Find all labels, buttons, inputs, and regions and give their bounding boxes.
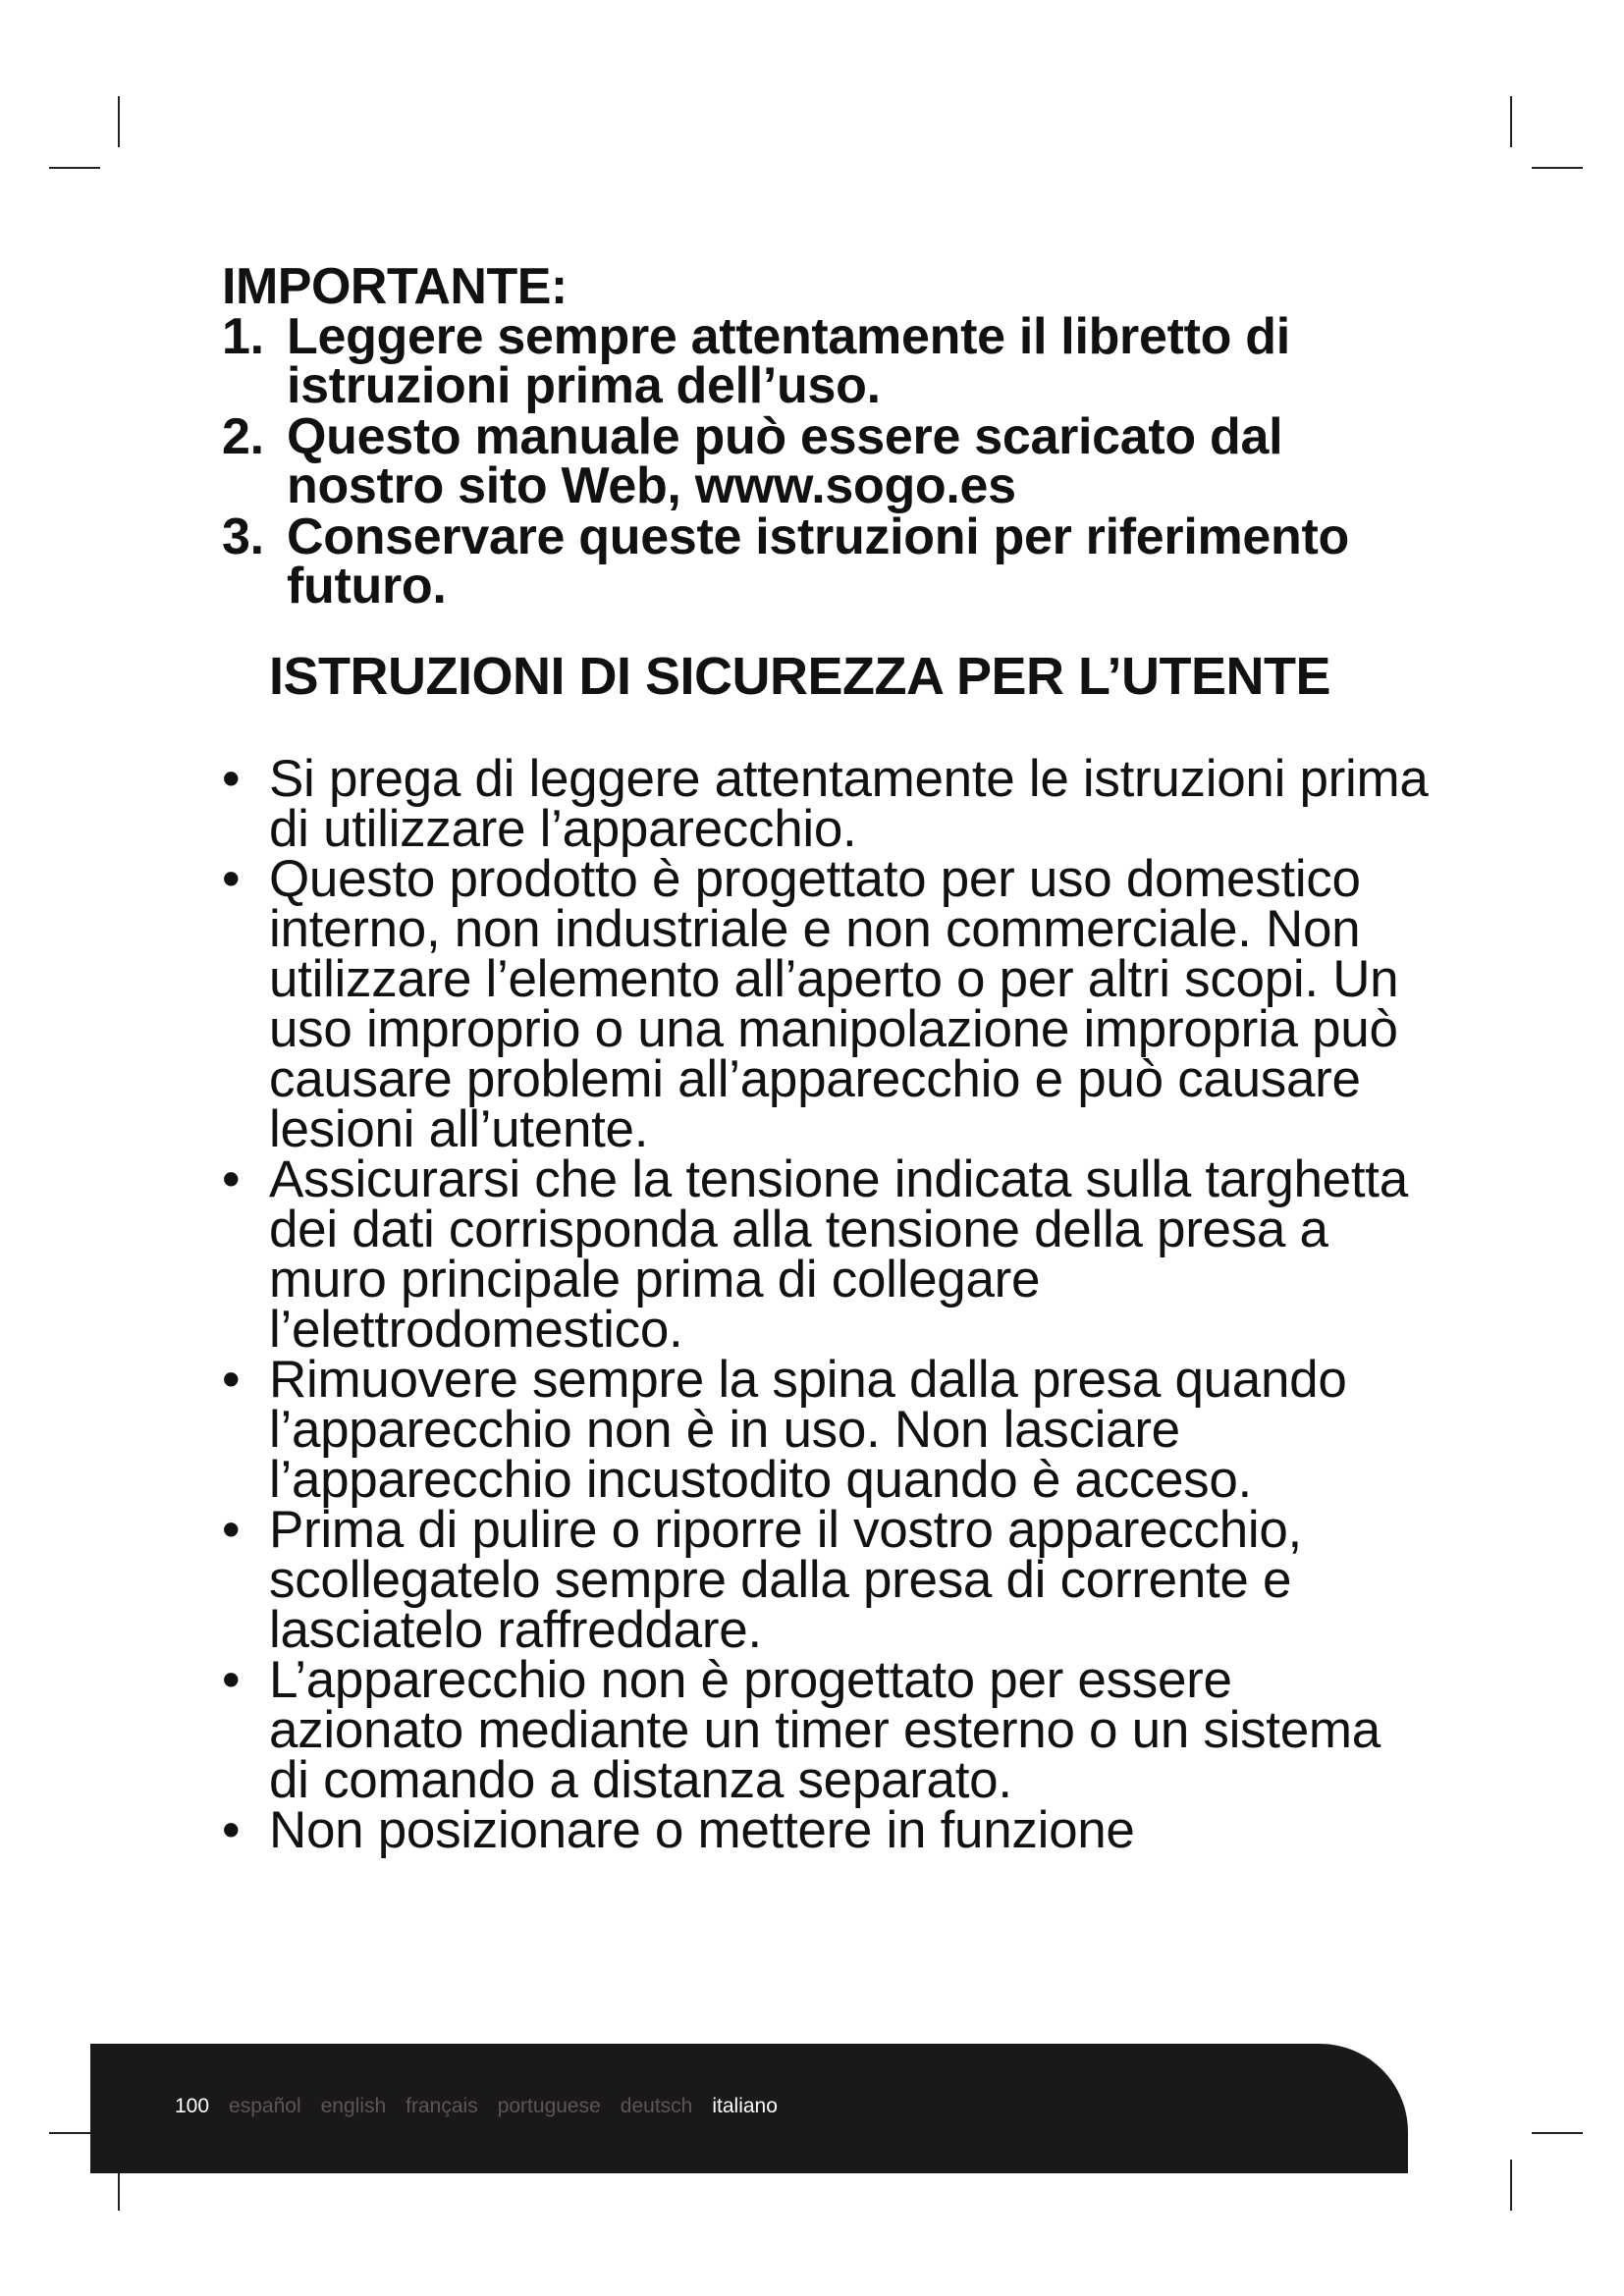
item-number: 2. [222, 408, 264, 465]
crop-mark [1510, 2160, 1512, 2211]
language-label-es: español [229, 2095, 301, 2117]
safety-text: Questo prodotto è progettato per uso domestico interno, non industriale e non commerciale. Non utilizzare l’elemento all’aperto o per altri scopi. Un uso improprio o una manipolazione impropria può causare problemi all’apparecchio e può causare lesioni all’utente. [269, 850, 1399, 1158]
crop-mark [49, 167, 100, 169]
safety-list [222, 750, 1430, 1859]
item-text: Conservare queste istruzioni per riferimento futuro. [287, 508, 1349, 614]
safety-item [222, 1351, 1430, 1509]
safety-item [222, 850, 1430, 1158]
item-text: Leggere sempre attentamente il libretto di istruzioni prima dell’uso. [287, 308, 1290, 414]
crop-mark [1510, 96, 1512, 147]
language-nav [175, 2095, 778, 2118]
safety-text: Prima di pulire o riporre il vostro apparecchio, scollegatelo sempre dalla presa di corrente e lasciatelo raffreddare. [269, 1501, 1302, 1659]
bullet-icon: • [222, 1501, 241, 1559]
important-item [222, 508, 1430, 614]
safety-text: L’apparecchio non è progettato per essere azionato mediante un timer esterno o un sistema di comando a distanza separato. [269, 1651, 1380, 1809]
safety-text: Si prega di leggere attentamente le istruzioni prima di utilizzare l’apparecchio. [269, 750, 1429, 858]
language-label-pt: portuguese [497, 2095, 601, 2117]
page-footer [90, 2044, 1408, 2173]
crop-mark [1532, 167, 1583, 169]
language-label-it: italiano [712, 2095, 778, 2117]
language-label-de: deutsch [620, 2095, 693, 2117]
bullet-icon: • [222, 850, 241, 908]
safety-text: Non posizionare o mettere in funzione [269, 1801, 1135, 1859]
bullet-icon: • [222, 1801, 241, 1859]
safety-item [222, 1501, 1430, 1659]
safety-item [222, 750, 1430, 858]
item-number: 3. [222, 508, 264, 565]
important-item [222, 308, 1430, 414]
bullet-icon: • [222, 1150, 241, 1208]
item-number: 1. [222, 308, 264, 365]
page-number: 100 [175, 2095, 210, 2117]
crop-mark [1532, 2132, 1583, 2134]
bullet-icon: • [222, 1351, 241, 1409]
language-label-en: english [320, 2095, 387, 2117]
language-label-fr: français [406, 2095, 478, 2117]
safety-text: Rimuovere sempre la spina dalla presa quando l’apparecchio non è in uso. Non lasciare l’apparecchio incustodito quando è acceso. [269, 1351, 1347, 1509]
important-item [222, 408, 1430, 514]
safety-item [222, 1150, 1430, 1359]
safety-text: Assicurarsi che la tensione indicata sulla targhetta dei dati corrisponda alla tensione della presa a muro principale prima di collegare l’elettrodomestico. [269, 1150, 1408, 1359]
safety-item [222, 1801, 1430, 1859]
page-content [222, 258, 1430, 1859]
crop-mark [118, 96, 120, 147]
safety-heading: ISTRUZIONI DI SICUREZZA PER L’UTENTE [269, 647, 1331, 706]
bullet-icon: • [222, 1651, 241, 1709]
item-text: Questo manuale può essere scaricato dal nostro sito Web, www.sogo.es [287, 408, 1283, 514]
bullet-icon: • [222, 750, 241, 808]
important-heading: IMPORTANTE: [222, 258, 568, 315]
important-list [222, 308, 1430, 614]
safety-item [222, 1651, 1430, 1809]
